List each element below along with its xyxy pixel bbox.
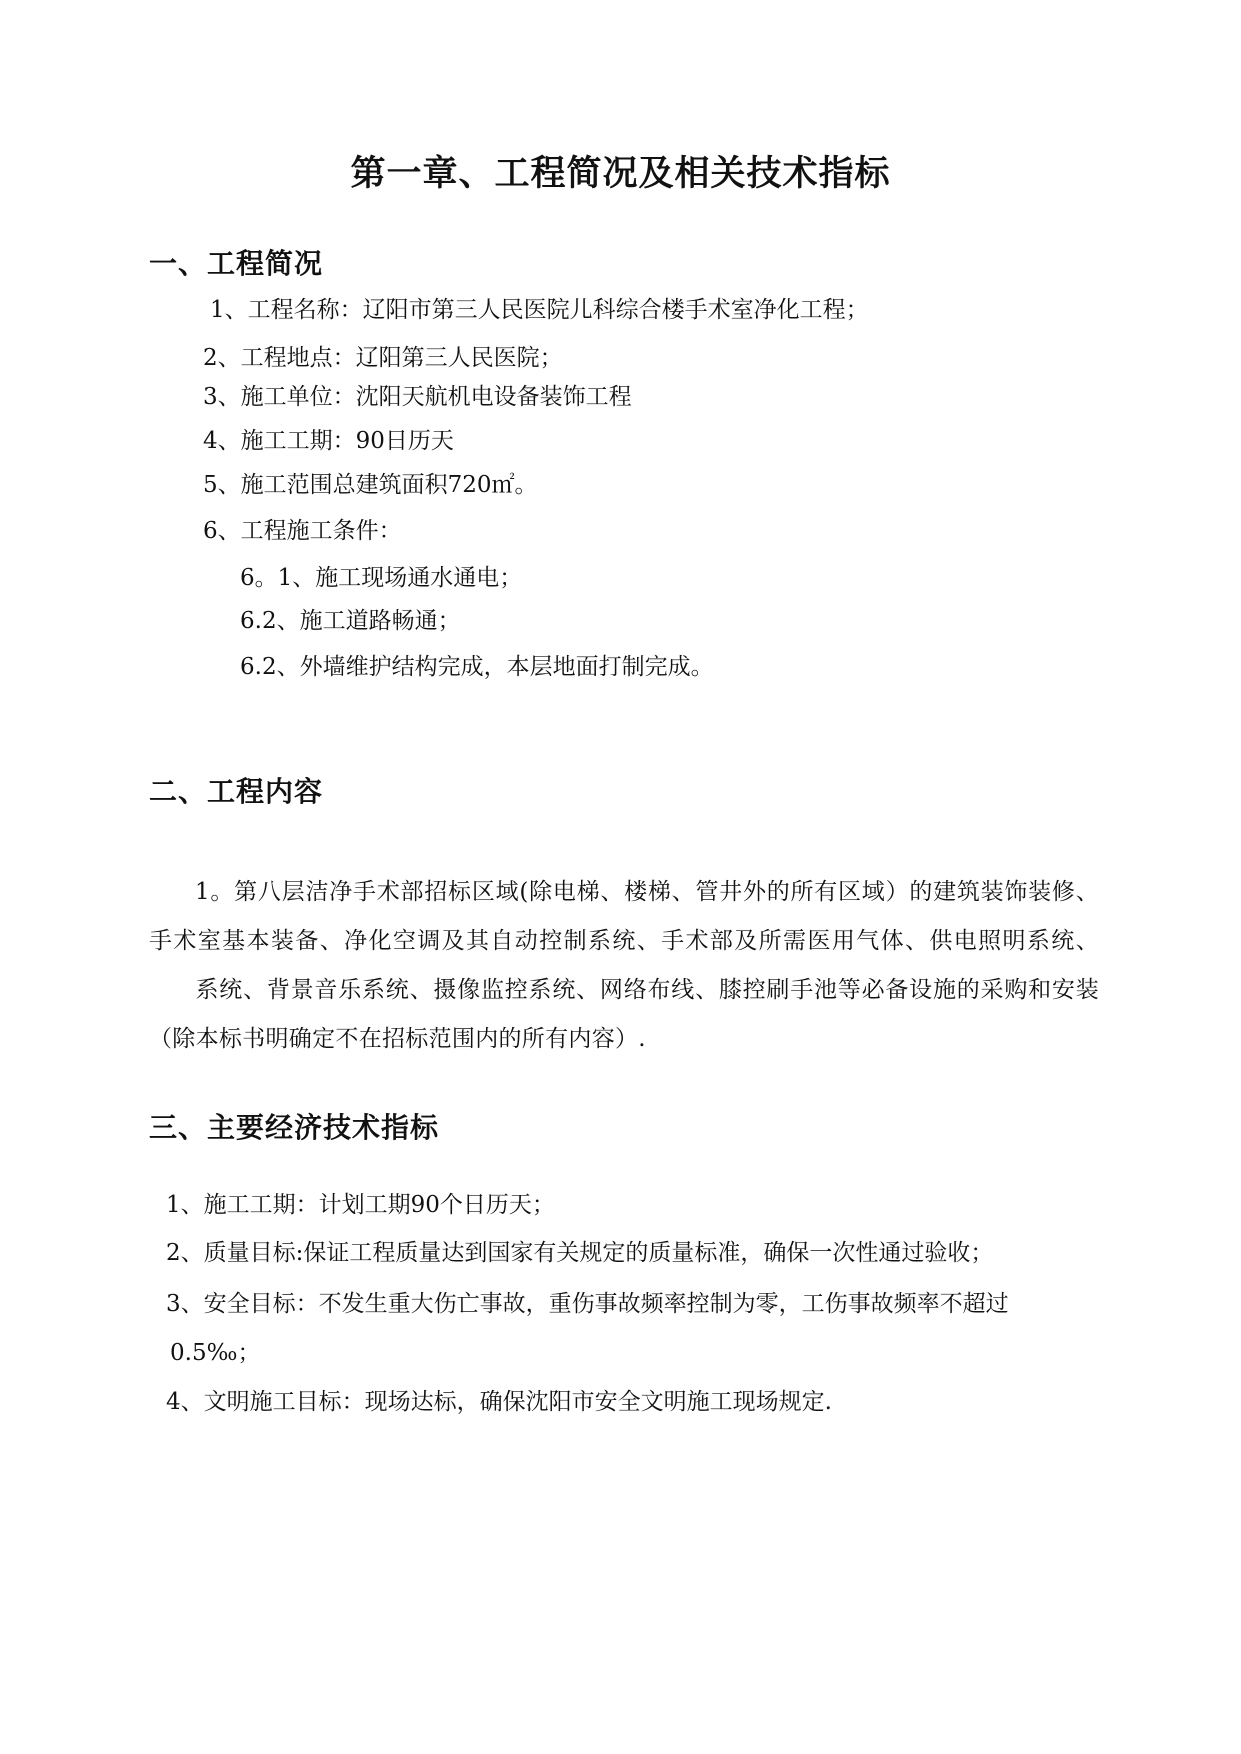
indicator-item-4: 4、文明施工目标：现场达标，确保沈阳市安全文明施工现场规定. <box>166 1389 832 1415</box>
indicator-item-1: 1、施工工期：计划工期90个日历天； <box>166 1192 555 1218</box>
overview-item-3: 3、施工单位：沈阳天航机电设备装饰工程 <box>203 384 632 410</box>
overview-subitem-2: 6.2、施工道路畅通； <box>240 608 461 634</box>
overview-item-6: 6、工程施工条件： <box>203 518 402 544</box>
overview-subitem-1: 6。1、施工现场通水通电； <box>240 565 523 591</box>
content-paragraph-part2: 系统、背景音乐系统、摄像监控系统、网络布线、膝控刷手池等必备设施的采购和安装（除本标书明确定不在招标范围内的所有内容）. <box>149 977 1099 1052</box>
overview-subitem-3: 6.2、外墙维护结构完成，本层地面打制完成。 <box>240 654 714 680</box>
indicator-item-3-cont: 0.5‰； <box>170 1340 261 1366</box>
section-heading-overview: 一、工程简况 <box>149 247 324 280</box>
overview-item-1: 1、工程名称：辽阳市第三人民医院儿科综合楼手术室净化工程； <box>210 297 869 323</box>
section-heading-content: 二、工程内容 <box>149 775 324 808</box>
section-heading-indicators: 三、主要经济技术指标 <box>149 1111 440 1144</box>
content-paragraph-part1: 1。第八层洁净手术部招标区域(除电梯、楼梯、管井外的所有区域）的建筑装饰装修、手术室基本装备、净化空调及其自动控制系统、手术部及所需医用气体、供电照明系统、 <box>149 879 1099 954</box>
overview-item-4: 4、施工工期：90日历天 <box>203 428 454 454</box>
overview-item-5: 5、施工范围总建筑面积720㎡。 <box>203 472 538 498</box>
chapter-title: 第一章、工程简况及相关技术指标 <box>350 154 891 194</box>
indicator-item-2: 2、质量目标:保证工程质量达到国家有关规定的质量标准，确保一次性通过验收； <box>166 1240 994 1266</box>
overview-item-2: 2、工程地点：辽阳第三人民医院； <box>203 345 563 371</box>
indicator-item-3: 3、安全目标：不发生重大伤亡事故，重伤事故频率控制为零，工伤事故频率不超过 <box>166 1291 1009 1317</box>
content-paragraph <box>149 868 1099 1064</box>
